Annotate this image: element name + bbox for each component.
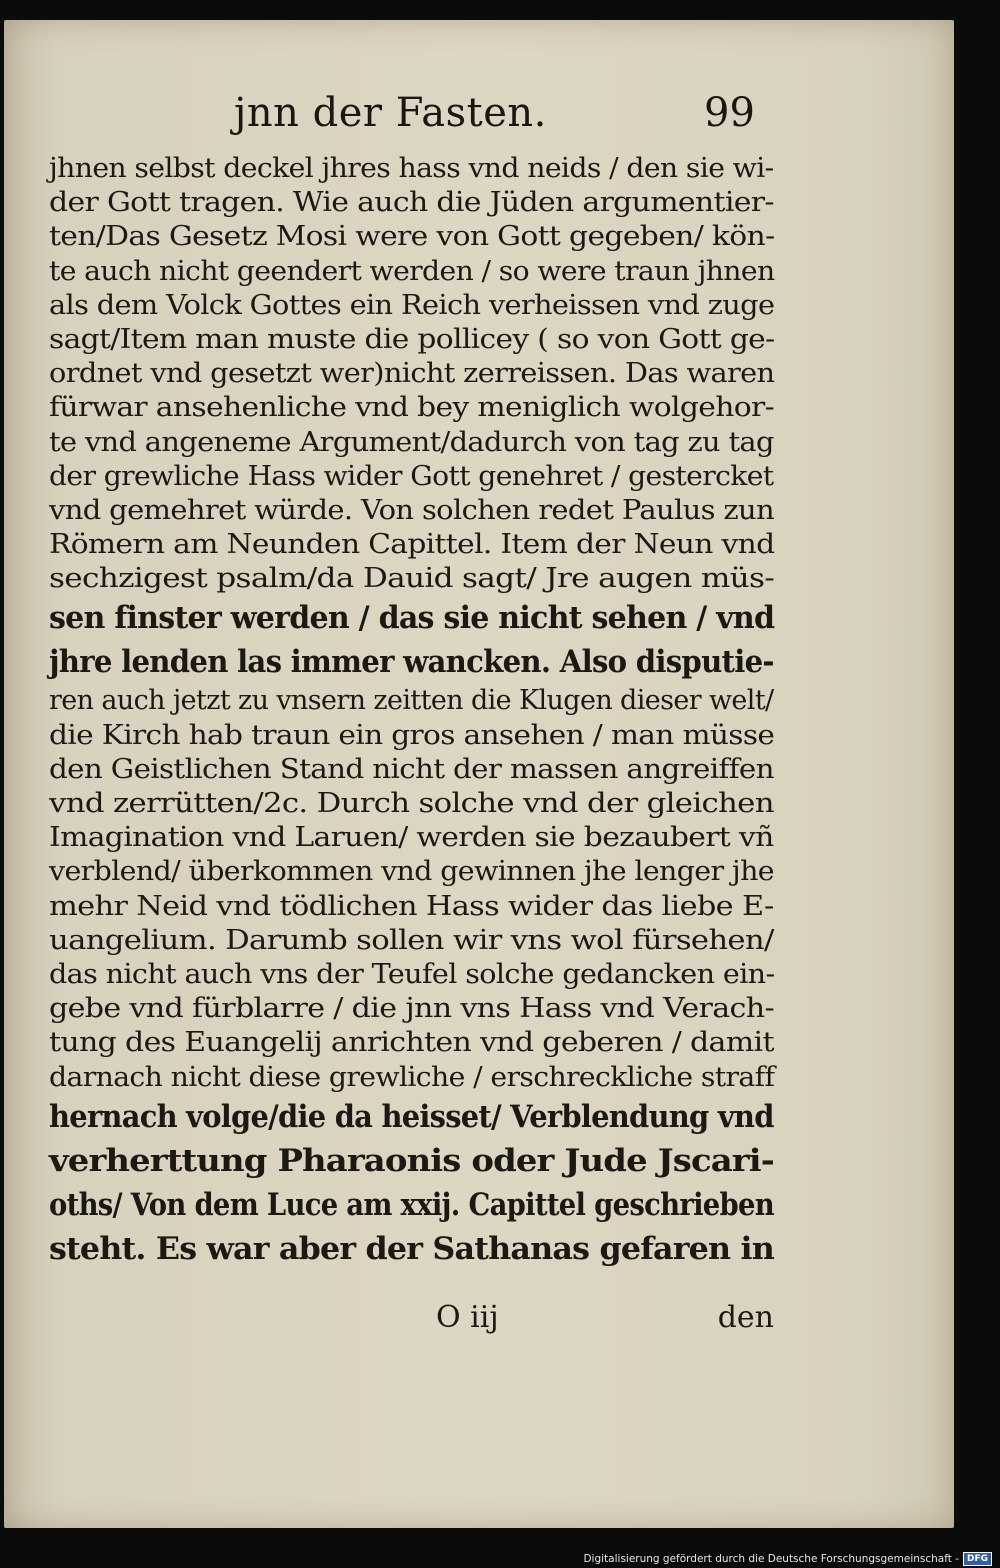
page-number: 99 xyxy=(704,90,755,136)
text-line: fürwar ansehenliche vnd bey meniglich wolgehor- xyxy=(49,392,775,424)
text-line: steht. Es war aber der Sathanas gefaren in xyxy=(49,1230,775,1267)
text-line: der grewliche Hass wider Gott genehret / gestercket xyxy=(49,460,774,492)
text-line: ren auch jetzt zu vnsern zeitten die Klugen dieser welt/ xyxy=(49,685,774,717)
credit-text: Digitalisierung gefördert durch die Deutsche Forschungsgemeinschaft - xyxy=(583,1553,959,1565)
text-line: Römern am Neunden Capittel. Item der Neun vnd xyxy=(49,529,775,561)
signature-mark: O iij xyxy=(436,1300,499,1335)
text-line: te vnd angeneme Argument/dadurch von tag zu tag xyxy=(49,426,774,458)
book-page xyxy=(4,20,954,1528)
text-line: Imagination vnd Laruen/ werden sie bezaubert vñ xyxy=(49,822,774,854)
text-line: die Kirch hab traun ein gros ansehen / man müsse xyxy=(49,719,775,751)
text-line: jhnen selbst deckel jhres hass vnd neids / den sie wi- xyxy=(49,153,774,184)
text-line: sagt/Item man muste die pollicey ( so von Gott ge- xyxy=(49,323,775,355)
running-head: jnn der Fasten. xyxy=(234,90,547,136)
text-line: te auch nicht geendert werden / so were traun jhnen xyxy=(49,255,775,287)
catchword: den xyxy=(717,1300,774,1335)
text-line: tung des Euangelij anrichten vnd geberen / damit xyxy=(49,1027,774,1059)
text-line: oths/ Von dem Luce am xxij. Capittel geschrieben xyxy=(49,1186,775,1223)
text-line: verherttung Pharaonis oder Jude Jscari- xyxy=(49,1142,774,1179)
text-line: als dem Volck Gottes ein Reich verheissen vnd zuge xyxy=(49,289,775,321)
digitization-credit xyxy=(583,1552,992,1566)
text-line: gebe vnd fürblarre / die jnn vns Hass vnd Verach- xyxy=(49,993,774,1025)
text-line: verblend/ überkommen vnd gewinnen jhe lenger jhe xyxy=(49,856,774,888)
text-line: das nicht auch vns der Teufel solche gedancken ein- xyxy=(49,958,775,990)
text-line: den Geistlichen Stand nicht der massen angreiffen xyxy=(49,753,774,785)
text-line: jhre lenden las immer wancken. Also disputie- xyxy=(49,644,774,681)
text-line: hernach volge/die da heisset/ Verblendung vnd xyxy=(49,1098,774,1135)
signature-line xyxy=(49,1300,774,1340)
text-line: vnd zerrütten/2c. Durch solche vnd der gleichen xyxy=(49,788,774,819)
text-line: vnd gemehret würde. Von solchen redet Paulus zun xyxy=(49,494,775,526)
text-line: sen finster werden / das sie nicht sehen / vnd xyxy=(49,600,775,637)
text-line: darnach nicht diese grewliche / erschreckliche straff xyxy=(49,1061,775,1093)
text-line: sechzigest psalm/da Dauid sagt/ Jre augen müs- xyxy=(49,563,775,595)
text-line: mehr Neid vnd tödlichen Hass wider das liebe E- xyxy=(49,890,774,922)
text-line: ordnet vnd gesetzt wer)nicht zerreissen. Das waren xyxy=(49,358,775,390)
text-line: uangelium. Darumb sollen wir vns wol fürsehen/ xyxy=(49,924,774,956)
text-line: der Gott tragen. Wie auch die Jüden argumentier- xyxy=(49,187,774,219)
text-line: ten/Das Gesetz Mosi were von Gott gegeben/ kön- xyxy=(49,221,775,253)
text-block xyxy=(49,152,774,1271)
dfg-logo-icon: DFG xyxy=(963,1552,992,1566)
